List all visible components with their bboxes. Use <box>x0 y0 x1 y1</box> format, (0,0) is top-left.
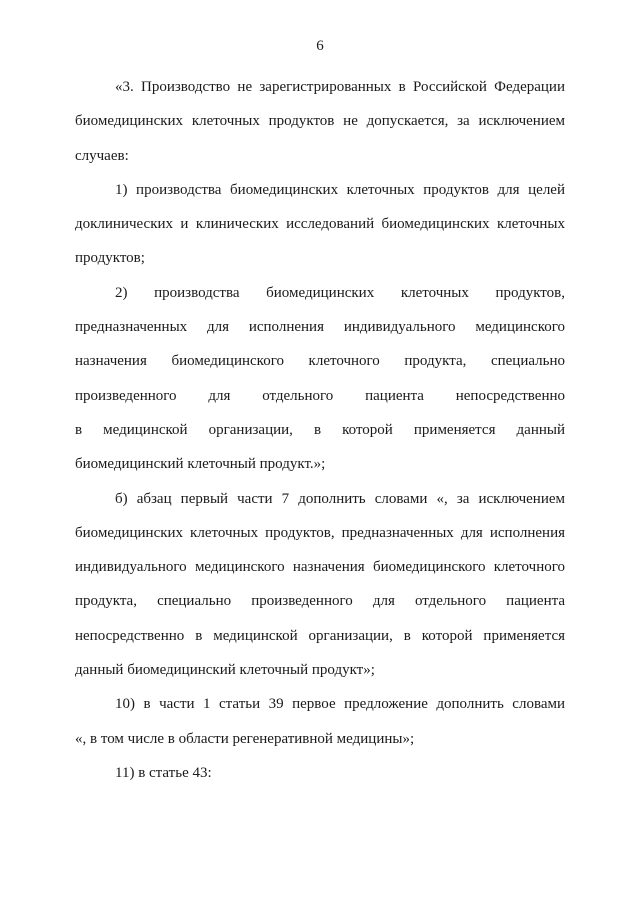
paragraph-item-11 <box>75 756 565 790</box>
text-line: 2) производства биомедицинских клеточных продуктов, <box>115 284 565 301</box>
text-line: случаев: <box>75 147 129 164</box>
paragraph-item-b <box>75 482 565 688</box>
text-line: данный биомедицинский клеточный продукт»; <box>75 662 375 679</box>
text-line: биомедицинских клеточных продуктов не допускается, за исключением <box>75 113 565 130</box>
text-line: индивидуального медицинского назначения биомедицинского клеточного <box>75 559 565 576</box>
text-line: доклинических и клинических исследований биомедицинских клеточных <box>75 216 565 233</box>
text-line: биомедицинских клеточных продуктов, предназначенных для исполнения <box>75 524 565 541</box>
text-line: б) абзац первый части 7 дополнить словами «, за исключением <box>115 490 565 507</box>
text-line: «, в том числе в области регенеративной медицины»; <box>75 730 415 747</box>
text-line: продуктов; <box>75 250 145 267</box>
paragraph-item-1 <box>75 173 565 276</box>
text-line: 11) в статье 43: <box>115 764 212 781</box>
text-line: в медицинской организации, в которой применяется данный <box>75 421 565 438</box>
text-line: произведенного для отдельного пациента непосредственно <box>75 387 565 404</box>
page-number: 6 <box>316 38 324 54</box>
text-line: 10) в части 1 статьи 39 первое предложение дополнить словами <box>115 696 565 713</box>
text-line: предназначенных для исполнения индивидуального медицинского <box>75 319 565 336</box>
text-line: продукта, специально произведенного для отдельного пациента <box>75 593 565 610</box>
text-line: биомедицинский клеточный продукт.»; <box>75 456 326 473</box>
paragraph-production-ban <box>75 70 565 173</box>
paragraph-item-10 <box>75 687 565 756</box>
text-line: назначения биомедицинского клеточного продукта, специально <box>75 353 565 370</box>
text-line: «3. Производство не зарегистрированных в Российской Федерации <box>115 79 565 95</box>
text-line: 1) производства биомедицинских клеточных продуктов для целей <box>115 181 565 198</box>
document-body <box>75 70 565 790</box>
paragraph-item-2 <box>75 276 565 482</box>
text-line: непосредственно в медицинской организации, в которой применяется <box>75 627 565 644</box>
